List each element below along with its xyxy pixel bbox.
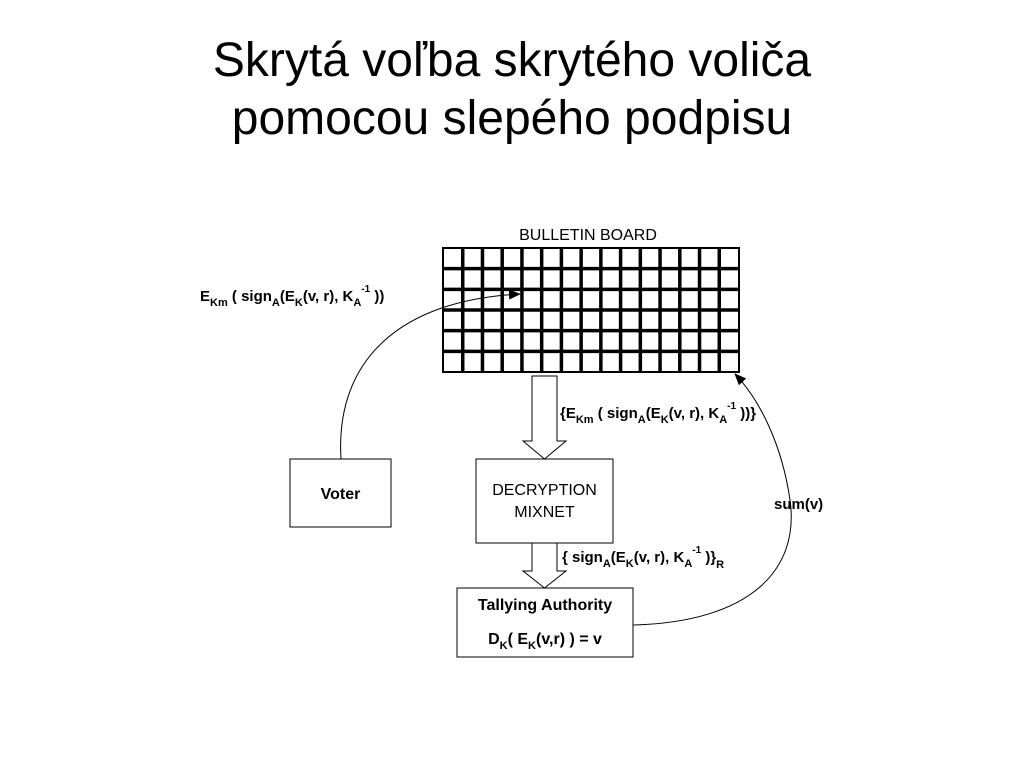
title-line-1: Skrytá voľba skrytého voliča [212,34,812,87]
bulletin-board-label: BULLETIN BOARD [519,227,657,244]
voter-message-label: $E_{Km}$ ( $sign_A(E_K(v$, r), $K_A^{-1}$ )) [200,284,385,309]
voter-box [290,459,391,527]
mixnet-to-tally-arrow [523,543,566,588]
mixnet-to-tally-message-label: { $sign_A(E_K(v$, r), $K_A^{-1}$ )}$_R$ [562,545,725,571]
bulletin-board-grid [443,248,739,372]
mixnet-label-line-2: MIXNET [514,504,575,521]
mixnet-label-line-1: DECRYPTION [492,482,597,499]
tallying-authority-label: Tallying Authority [477,597,613,614]
tallying-authority-box [457,588,633,657]
decryption-formula: $D_K$( $E_K(v,r)$ ) = v [488,631,602,652]
board-to-mixnet-message-label: {$E_{Km}$ ( $sign_A(E_K(v$, r), $K_A^{-1}$ ))} [560,401,757,426]
voter-label: Voter [320,486,361,503]
decryption-mixnet-box [476,459,613,543]
title-line-2: pomocou slepého podpisu [231,92,793,145]
sum-label: sum(v) [774,496,824,513]
